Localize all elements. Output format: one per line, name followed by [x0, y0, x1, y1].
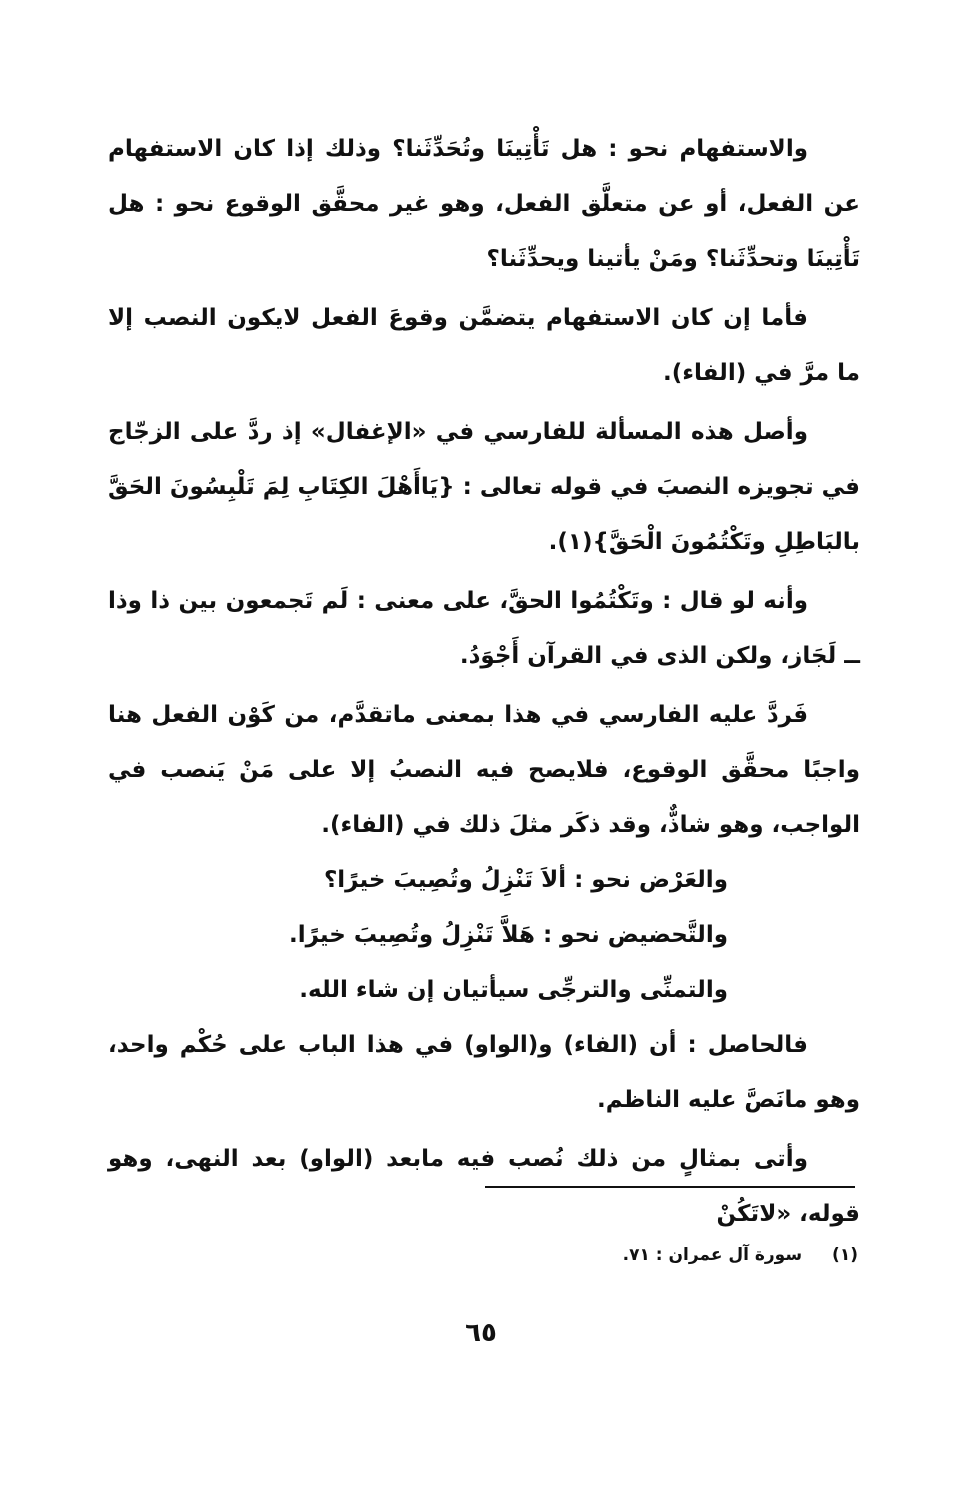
paragraph-example: وأتى بمثالٍ من ذلك نُصب فيه مابعد (الواو) بعد النهى، وهو قوله، «لاتَكُنْ — [108, 1146, 860, 1227]
line-offer: والعَرْض نحو : ألاَ تَنْزِلُ وتُصِيبَ خيرًا؟ — [323, 867, 728, 893]
line-urging: والتَّحضيض نحو : هَلاَّ تَنْزِلُ وتُصِيبَ خيرًا. — [288, 922, 728, 948]
paragraph-zajjaj-view: وأنه لو قال : وتَكْتُمُوا الحقَّ، على معنى : لَم تَجمعون بين ذا وذا ــ لَجَاز، ولكن الذى في القرآن أَجْوَدُ. — [108, 588, 860, 669]
body-text — [108, 122, 860, 1242]
paragraph-interrogation: والاستفهام نحو : هل تَأْتِينَا وتُحَدِّثَنا؟ وذلك إذا كان الاستفهام عن الفعل، أو عن متعلَّق الفعل، وهو غير محقَّق الوقوع نحو : هل تَأْتِينَا وتحدِّثَنا؟ ومَنْ يأتينا ويحدِّثَنا؟ — [108, 136, 860, 272]
footnote-text: سورة آل عمران : ٧١. — [622, 1245, 803, 1265]
footnote — [470, 1238, 858, 1272]
paragraph-origin-of-issue: وأصل هذه المسألة للفارسي في «الإغفال» إذ ردَّ على الزجّاج في تجويزه النصبَ في قوله تعالى : {يَاأَهْلَ الكِتَابِ لِمَ تَلْبِسُونَ الحَقَّ بالبَاطِلِ وتَكْتُمُونَ الْحَقَّ}(١). — [108, 419, 860, 555]
paragraph-conclusion: فالحاصل : أن (الفاء) و(الواو) في هذا الباب على حُكْم واحد، وهو مانَصَّ عليه الناظم. — [108, 1032, 860, 1113]
footnote-number: (١) — [832, 1245, 858, 1265]
page-number: ٦٥ — [465, 1318, 497, 1348]
paragraph-interrogation-fact: فأما إن كان الاستفهام يتضمَّن وقوعَ الفعل لايكون النصب إلا ما مرَّ في (الفاء). — [108, 305, 860, 386]
line-wish-hope: والتمنِّى والترجِّى سيأتيان إن شاء الله. — [299, 977, 728, 1003]
footnote-divider — [485, 1186, 855, 1188]
paragraph-farisi-reply: فَردَّ عليه الفارسي في هذا بمعنى ماتقدَّم، من كَوْن الفعل هنا واجبًا محقَّق الوقوع، فلايصح فيه النصبُ إلا على مَنْ يَنصب في الواجب، وهو شاذٌّ، وقد ذكَر مثلَ ذلك في (الفاء). — [108, 702, 860, 838]
